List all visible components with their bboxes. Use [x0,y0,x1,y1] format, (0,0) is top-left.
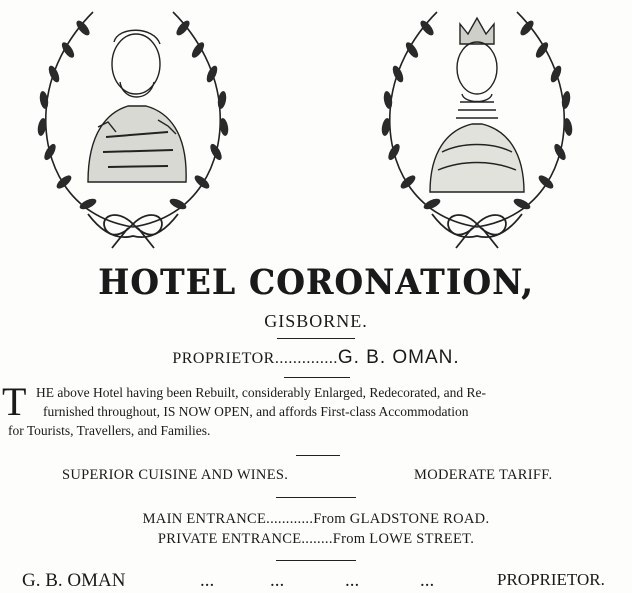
tariff-text: MODERATE TARIFF. [414,467,553,483]
entrance-location: From LOWE STREET. [332,531,475,547]
announcement-line: furnished throughout, IS NOW OPEN, and affords First-class Accommodation [43,404,469,419]
footer-name: G. B. OMAN [22,570,126,591]
footer-dots: ... [200,570,215,591]
entrance-label: PRIVATE ENTRANCE [157,531,302,547]
proprietor-label: PROPRIETOR [172,350,275,367]
queen-portrait-wreath [372,2,582,250]
hotel-name-heading: HOTEL CORONATION, [98,262,534,303]
divider [276,497,356,498]
footer-dots: ... [345,570,360,591]
divider [276,560,356,561]
entrance-dots: ............ [266,511,314,527]
cuisine-text: SUPERIOR CUISINE AND WINES. [62,467,289,483]
divider [284,377,350,378]
proprietor-name: G. B. OMAN. [337,347,460,368]
private-entrance-line [0,531,632,548]
entrance-location: From GLADSTONE ROAD. [313,511,490,527]
entrance-label: MAIN ENTRANCE [142,511,267,527]
announcement-line: HE above Hotel having been Rebuilt, considerably Enlarged, Redecorated, and Re- [36,385,486,400]
town-name: GISBORNE. [264,311,368,331]
main-entrance-line [0,511,632,528]
footer-dots: ... [420,570,435,591]
drop-cap: T [2,379,27,424]
proprietor-line [0,347,632,369]
divider [277,338,355,339]
king-portrait-wreath [28,2,238,250]
announcement-paragraph [2,379,632,440]
entrance-dots: ........ [301,531,333,547]
announcement-line: for Tourists, Travellers, and Families. [8,423,211,438]
divider [296,455,340,456]
proprietor-dots: .............. [274,350,338,367]
footer-dots: ... [270,570,285,591]
footer-role: PROPRIETOR. [497,570,605,589]
